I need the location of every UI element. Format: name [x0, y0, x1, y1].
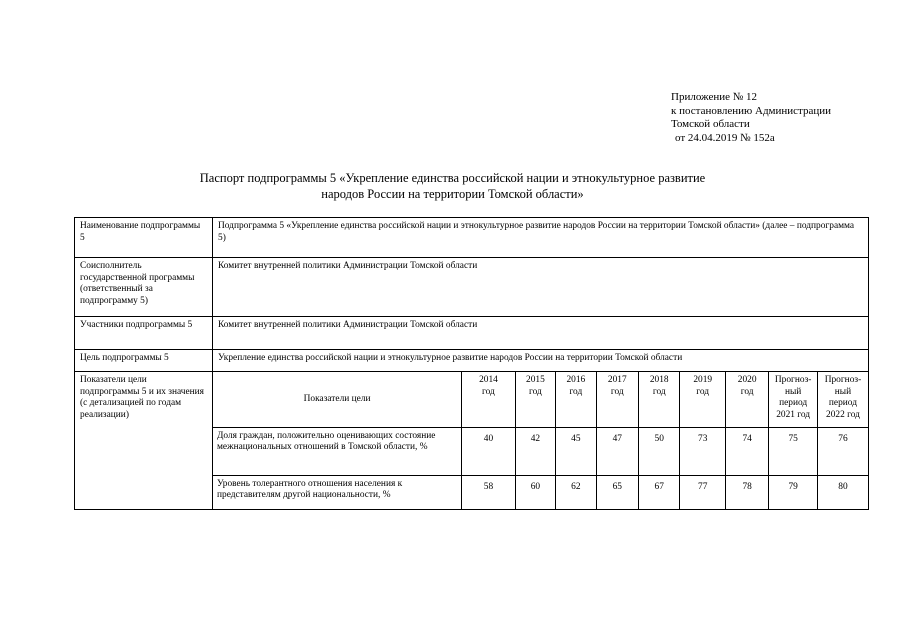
title-line: Паспорт подпрограммы 5 «Укрепление единства российской нации и этнокультурное развитие	[199, 171, 706, 185]
header-year	[680, 372, 725, 427]
year-top: 2017	[607, 375, 627, 385]
year-bottom: 2022 год	[826, 409, 860, 420]
indicator-row	[213, 427, 868, 475]
appendix-line: Томской области	[671, 118, 750, 130]
year-bottom: год	[696, 386, 710, 397]
indicators-table	[213, 372, 868, 509]
indicator-value: 80	[817, 475, 868, 509]
header-year	[596, 372, 638, 427]
title-line: народов России на территории Томской области»	[321, 187, 584, 201]
year-bottom: год	[569, 386, 583, 397]
passport-table	[74, 217, 869, 510]
indicator-name: Доля граждан, положительно оценивающих состояние межнациональных отношений в Томской области, %	[213, 427, 462, 475]
indicators-header-row	[213, 372, 868, 427]
year-top: Прогноз-ный период	[774, 375, 812, 408]
indicator-value: 77	[680, 475, 725, 509]
row-value: Укрепление единства российской нации и этнокультурное развитие народов России на территории Томской области	[213, 350, 869, 372]
year-bottom: год	[652, 386, 666, 397]
row-label: Наименование подпрограммы 5	[75, 218, 213, 258]
header-forecast-year	[769, 372, 818, 427]
indicator-value: 45	[556, 427, 596, 475]
year-top: 2015	[526, 375, 545, 385]
appendix-block	[671, 91, 831, 145]
indicator-value: 58	[462, 475, 516, 509]
indicator-row	[213, 475, 868, 509]
row-value: Подпрограмма 5 «Укрепление единства российской нации и этнокультурное развитие народов России на территории Томской области» (далее – подпрограмма 5)	[213, 218, 869, 258]
indicator-value: 65	[596, 475, 638, 509]
row-label: Цель подпрограммы 5	[75, 350, 213, 372]
row-label: Соисполнитель государственной программы (ответственный за подпрограмму 5)	[75, 258, 213, 317]
year-top: Прогноз-ный период	[824, 375, 862, 408]
indicator-name: Уровень толерантного отношения населения к представителям другой национальности, %	[213, 475, 462, 509]
indicator-value: 42	[515, 427, 555, 475]
row-value: Комитет внутренней политики Администрации Томской области	[213, 317, 869, 350]
passport-row	[75, 218, 869, 258]
header-year	[556, 372, 596, 427]
appendix-date-line: от 24.04.2019 № 152а	[675, 131, 775, 144]
indicator-value: 40	[462, 427, 516, 475]
row-label: Участники подпрограммы 5	[75, 317, 213, 350]
indicator-value: 75	[769, 427, 818, 475]
passport-row	[75, 350, 869, 372]
indicator-value: 78	[725, 475, 768, 509]
year-bottom: год	[610, 386, 624, 397]
row-value: Комитет внутренней политики Администрации Томской области	[213, 258, 869, 317]
year-top: 2020	[737, 375, 757, 385]
appendix-line: Приложение № 12	[671, 91, 758, 103]
year-top: 2016	[566, 375, 586, 385]
year-top: 2014	[479, 375, 498, 385]
passport-row-indicators	[75, 372, 869, 510]
year-bottom: 2021 год	[776, 409, 811, 420]
year-top: 2019	[693, 375, 713, 385]
header-indicator-name: Показатели цели	[213, 372, 462, 427]
indicator-value: 47	[596, 427, 638, 475]
appendix-line: к постановлению Администрации	[671, 104, 832, 117]
year-top: 2018	[649, 375, 669, 385]
indicator-value: 79	[769, 475, 818, 509]
indicator-value: 50	[639, 427, 680, 475]
header-forecast-year	[817, 372, 868, 427]
indicators-cell	[213, 372, 869, 510]
document-title	[150, 170, 755, 202]
header-year	[725, 372, 768, 427]
indicator-value: 74	[725, 427, 768, 475]
year-bottom: год	[740, 386, 754, 397]
year-bottom: год	[529, 386, 542, 397]
passport-row	[75, 258, 869, 317]
header-year	[515, 372, 555, 427]
header-year	[639, 372, 680, 427]
indicator-value: 60	[515, 475, 555, 509]
indicator-value: 76	[817, 427, 868, 475]
indicator-value: 73	[680, 427, 725, 475]
indicator-value: 67	[639, 475, 680, 509]
indicator-value: 62	[556, 475, 596, 509]
row-label: Показатели цели подпрограммы 5 и их значения (с детализацией по годам реализации)	[75, 372, 213, 510]
header-year	[462, 372, 516, 427]
passport-row	[75, 317, 869, 350]
year-bottom: год	[482, 386, 495, 397]
